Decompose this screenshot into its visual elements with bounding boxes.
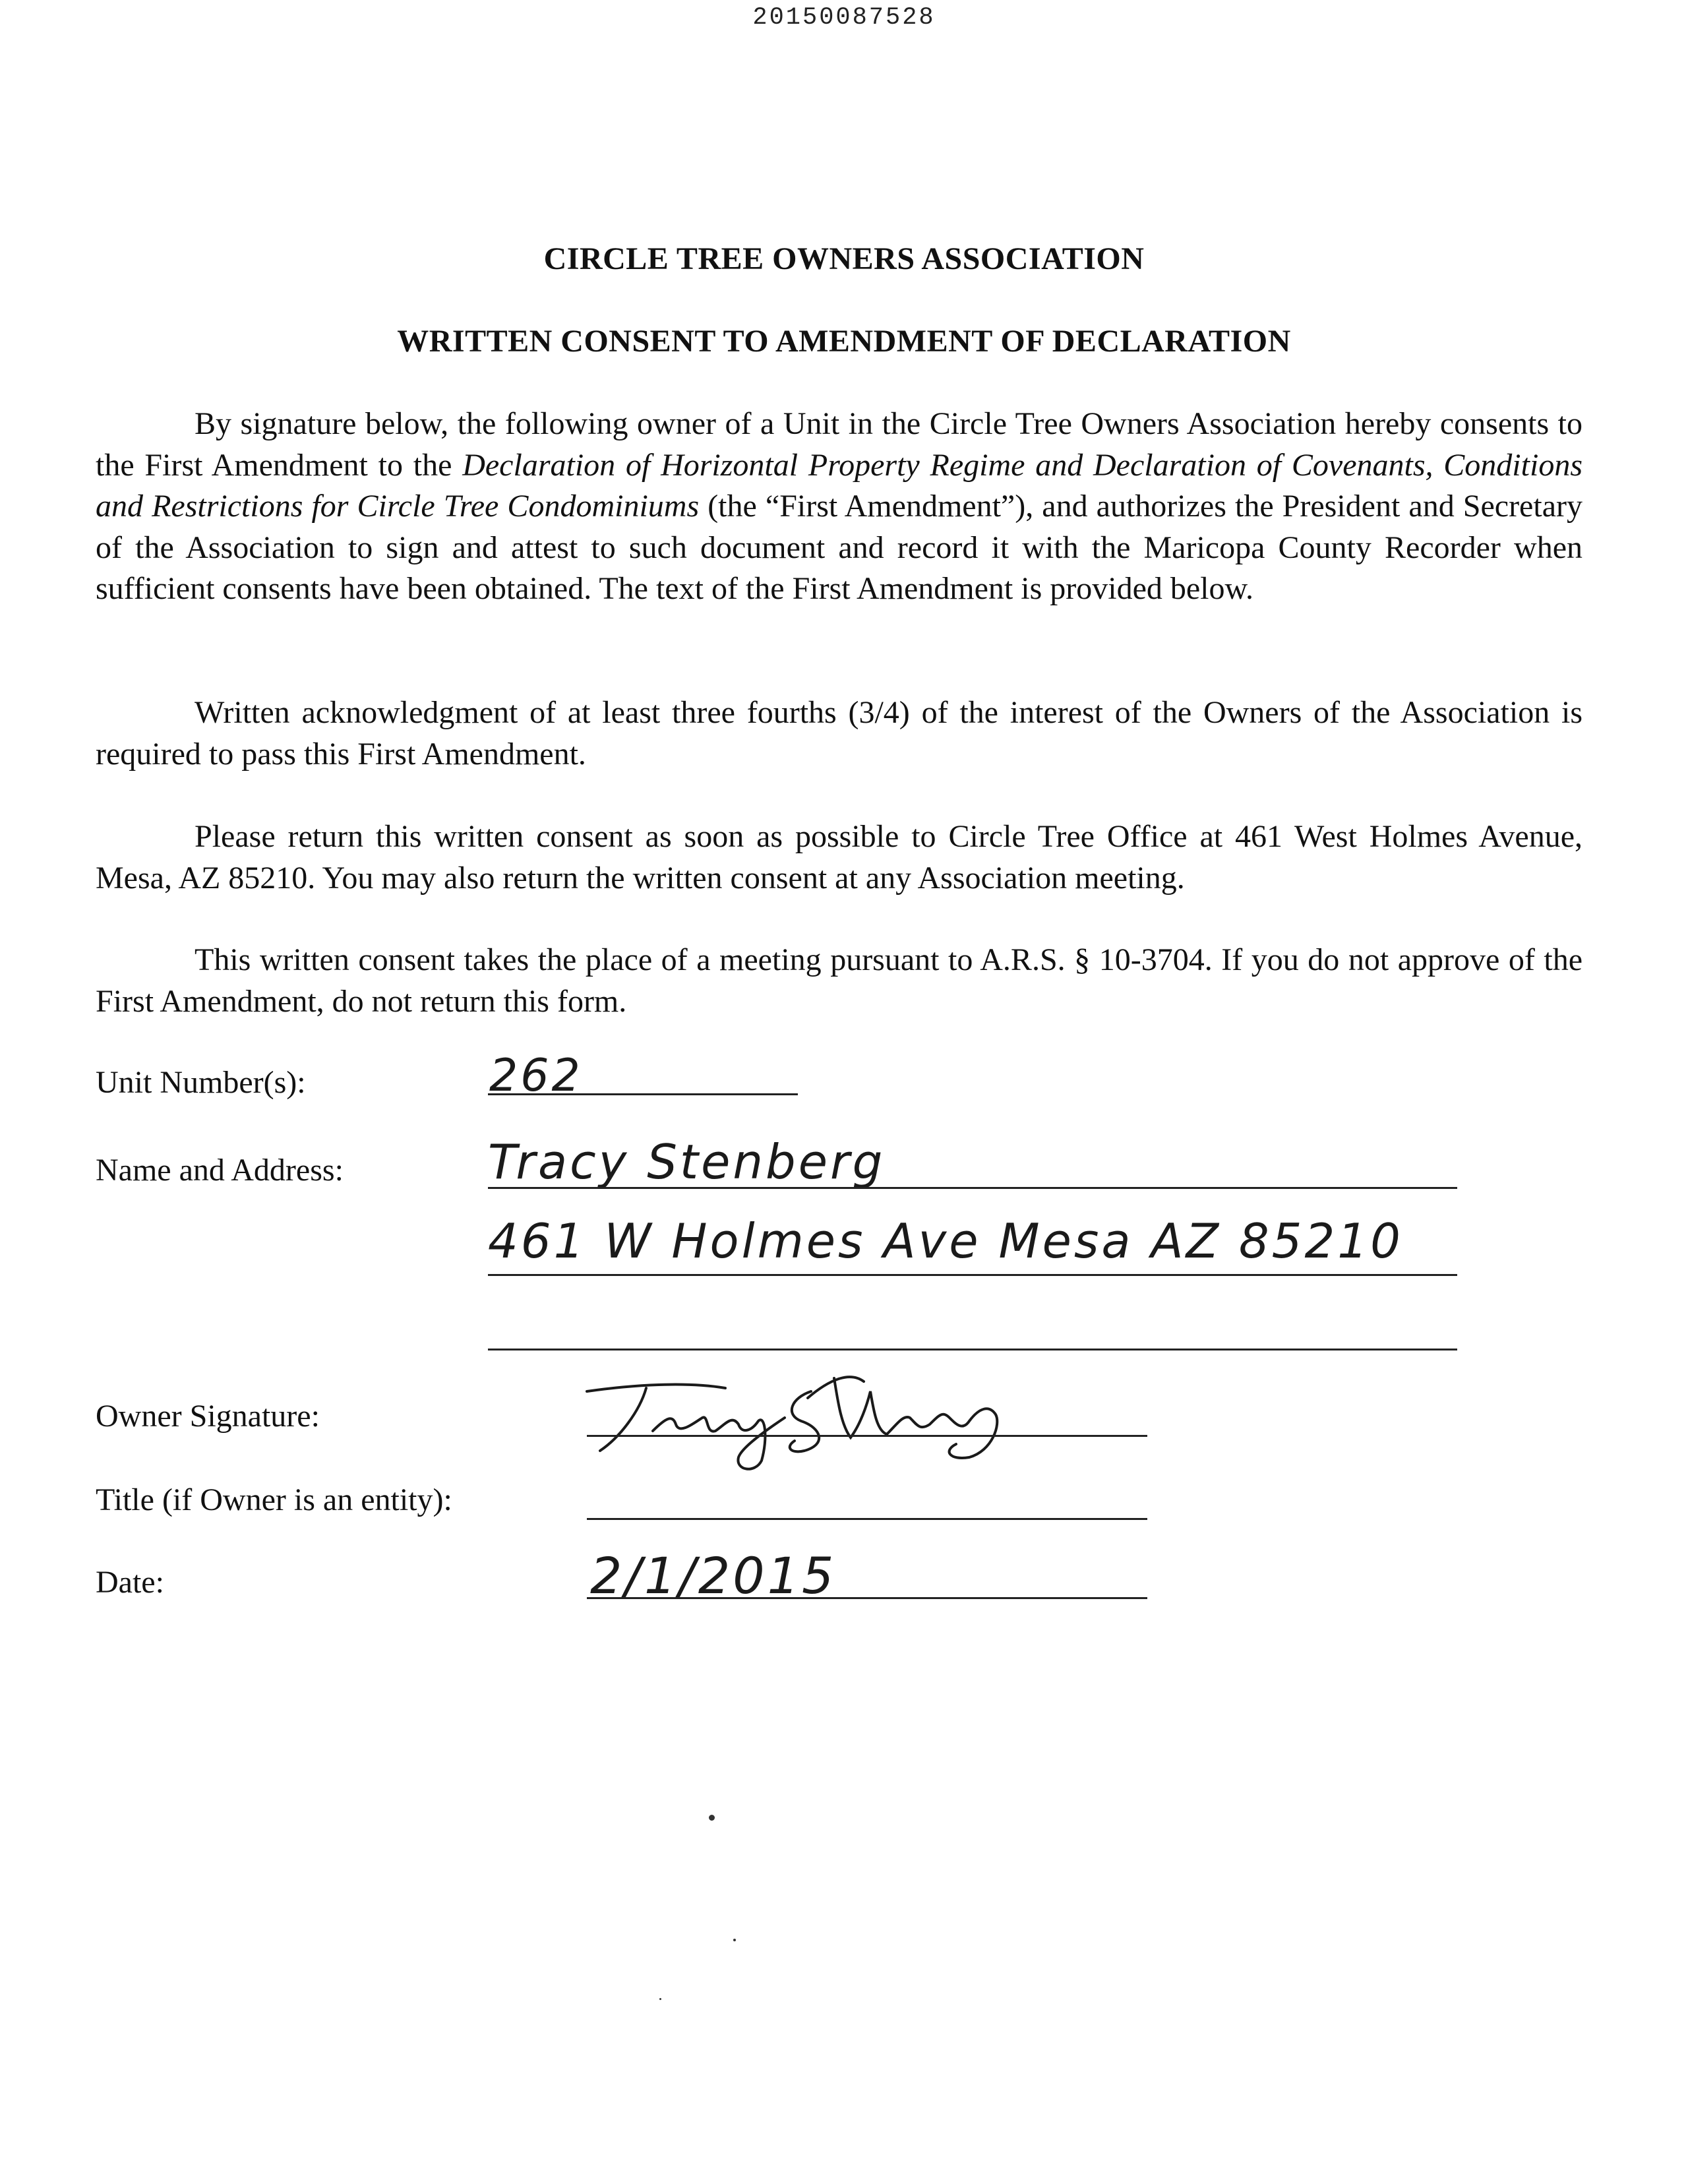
name-address-label: Name and Address: <box>96 1153 344 1188</box>
owner-signature-label: Owner Signature: <box>96 1399 320 1434</box>
scan-speck <box>659 1998 661 2000</box>
owner-name-line <box>488 1187 1457 1189</box>
scan-speck <box>733 1939 736 1941</box>
consent-paragraph <box>96 404 1582 610</box>
unit-number-label: Unit Number(s): <box>96 1065 306 1100</box>
form-title: WRITTEN CONSENT TO AMENDMENT OF DECLARATION <box>397 324 1291 359</box>
return-instructions-paragraph: Please return this written consent as soon as possible to Circle Tree Office at 461 West Holmes Avenue, Mesa, AZ 85210. You may also return the written consent at any Association meeting. <box>96 819 1582 895</box>
acknowledgment-paragraph: Written acknowledgment of at least three fourths (3/4) of the interest of the Owners of the Association is required to pass this First Amendment. <box>96 695 1582 772</box>
recording-number: 20150087528 <box>752 4 936 32</box>
date-label: Date: <box>96 1565 164 1600</box>
consent-paragraph-tail: (the “First Amendment”), and authorizes the President and Secretary of the Association to sign and attest to such document and record it with the Maricopa County Recorder when sufficient consents have been obtained. The text of the First Amendment is provided below. <box>96 489 1582 606</box>
unit-number-value: 262 <box>489 1050 583 1102</box>
unit-number-line <box>488 1093 798 1095</box>
entity-title-label: Title (if Owner is an entity): <box>96 1482 452 1517</box>
owner-signature-line <box>587 1435 1147 1437</box>
association-title: CIRCLE TREE OWNERS ASSOCIATION <box>543 241 1145 276</box>
owner-address-line <box>488 1274 1457 1276</box>
date-line <box>587 1597 1147 1599</box>
owner-address-line-2 <box>488 1349 1457 1350</box>
scan-speck <box>709 1815 715 1821</box>
entity-title-line <box>587 1518 1147 1520</box>
owner-signature <box>574 1352 1048 1477</box>
owner-address-value: 461 W Holmes Ave Mesa AZ 85210 <box>488 1213 1403 1269</box>
date-value: 2/1/2015 <box>590 1546 837 1605</box>
owner-name-value: Tracy Stenberg <box>488 1134 886 1190</box>
declaration-name: Declaration of Horizontal Property Regime and Declaration of Covenants, Conditions and Restrictions for Circle Tree Condominiums <box>96 447 1582 524</box>
meeting-notice-paragraph: This written consent takes the place of a meeting pursuant to A.R.S. § 10-3704. If you do not approve of the First Amendment, do not return this form. <box>96 942 1582 1019</box>
consent-paragraph-lead: By signature below, the following owner of a Unit in the Circle Tree Owners Association hereby consents to the First Amendment to the <box>96 406 1582 483</box>
